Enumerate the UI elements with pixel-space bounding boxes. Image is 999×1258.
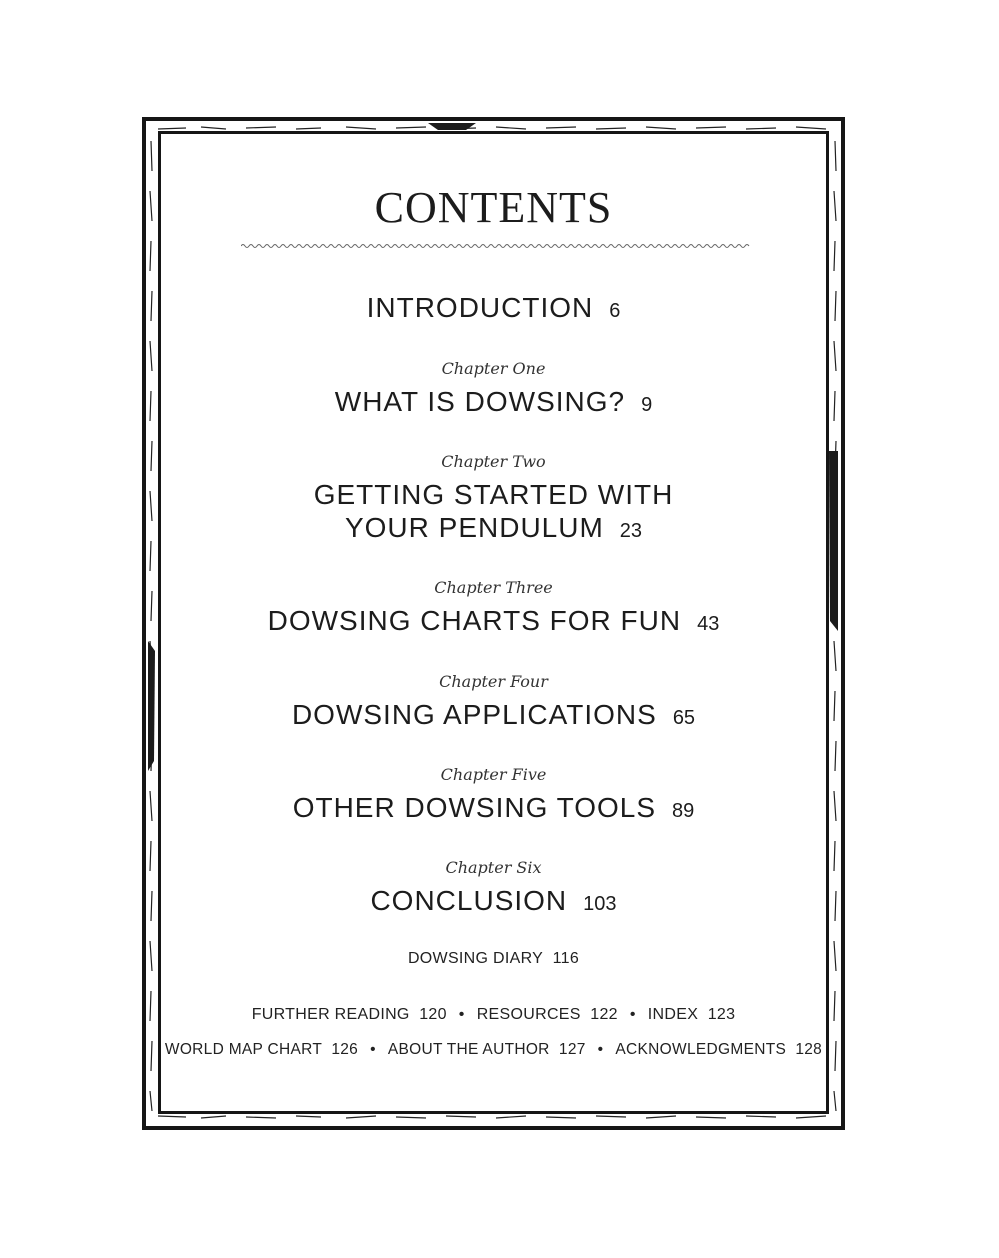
- back-matter-row-2: [161, 1041, 826, 1059]
- chapter-label: Chapter Two: [441, 452, 546, 471]
- entry-title-line2: YOUR PENDULUM: [344, 512, 604, 543]
- entry-page-number: 9: [641, 394, 653, 416]
- entry-page-number: 6: [609, 300, 621, 322]
- decorative-rule: [241, 242, 751, 250]
- toc-entry-chapter-five[interactable]: [161, 765, 826, 828]
- toc-entry-introduction[interactable]: [161, 291, 826, 328]
- chapter-label: Chapter Five: [440, 765, 547, 784]
- entry-title: DOWSING DIARY: [407, 950, 544, 967]
- toc-entry-chapter-one[interactable]: [161, 359, 826, 422]
- entry-title: CONCLUSION: [370, 885, 568, 916]
- toc-entry-acknowledgments[interactable]: ACKNOWLEDGMENTS 128: [615, 1041, 823, 1058]
- entry-title: GETTING STARTED WITH: [313, 479, 674, 510]
- toc-entry-dowsing-diary[interactable]: [161, 950, 826, 968]
- chapter-label: Chapter One: [441, 359, 546, 378]
- chapter-label: Chapter Six: [445, 858, 542, 877]
- entry-page-number: 23: [619, 520, 643, 542]
- page-frame-outer: [142, 117, 845, 1130]
- entry-page-number: 116: [552, 950, 580, 967]
- back-matter-row-1: [161, 1006, 826, 1024]
- bullet-separator: •: [629, 1006, 636, 1023]
- bullet-separator: •: [458, 1006, 465, 1023]
- toc-entry-about-the-author[interactable]: ABOUT THE AUTHOR 127: [387, 1041, 586, 1058]
- bullet-separator: •: [597, 1041, 604, 1058]
- table-of-contents: [161, 134, 826, 1111]
- chapter-label: Chapter Four: [439, 672, 548, 691]
- toc-entry-chapter-six[interactable]: [161, 858, 826, 921]
- entry-page-number: 65: [672, 707, 696, 729]
- entry-title: DOWSING APPLICATIONS: [291, 699, 657, 730]
- toc-entry-chapter-four[interactable]: [161, 672, 826, 735]
- bullet-separator: •: [370, 1041, 376, 1058]
- entry-page-number: 89: [672, 800, 695, 822]
- toc-entry-chapter-two[interactable]: [161, 452, 826, 548]
- toc-entry-index[interactable]: INDEX 123: [647, 1006, 736, 1023]
- toc-entry-further-reading[interactable]: FURTHER READING 120: [251, 1006, 447, 1023]
- entry-title: INTRODUCTION: [366, 292, 594, 323]
- chapter-label: Chapter Three: [434, 578, 553, 597]
- toc-entry-resources[interactable]: RESOURCES 122: [476, 1006, 618, 1023]
- toc-entry-chapter-three[interactable]: [161, 578, 826, 641]
- entry-title: OTHER DOWSING TOOLS: [292, 792, 657, 823]
- entry-page-number: 103: [583, 893, 617, 915]
- page-title: CONTENTS: [374, 183, 613, 232]
- toc-entry-world-map-chart[interactable]: WORLD MAP CHART 126: [164, 1041, 359, 1058]
- entry-title: DOWSING CHARTS FOR FUN: [267, 605, 682, 636]
- page-frame-inner: [158, 131, 829, 1114]
- entry-page-number: 43: [697, 613, 720, 635]
- entry-title: WHAT IS DOWSING?: [334, 386, 626, 417]
